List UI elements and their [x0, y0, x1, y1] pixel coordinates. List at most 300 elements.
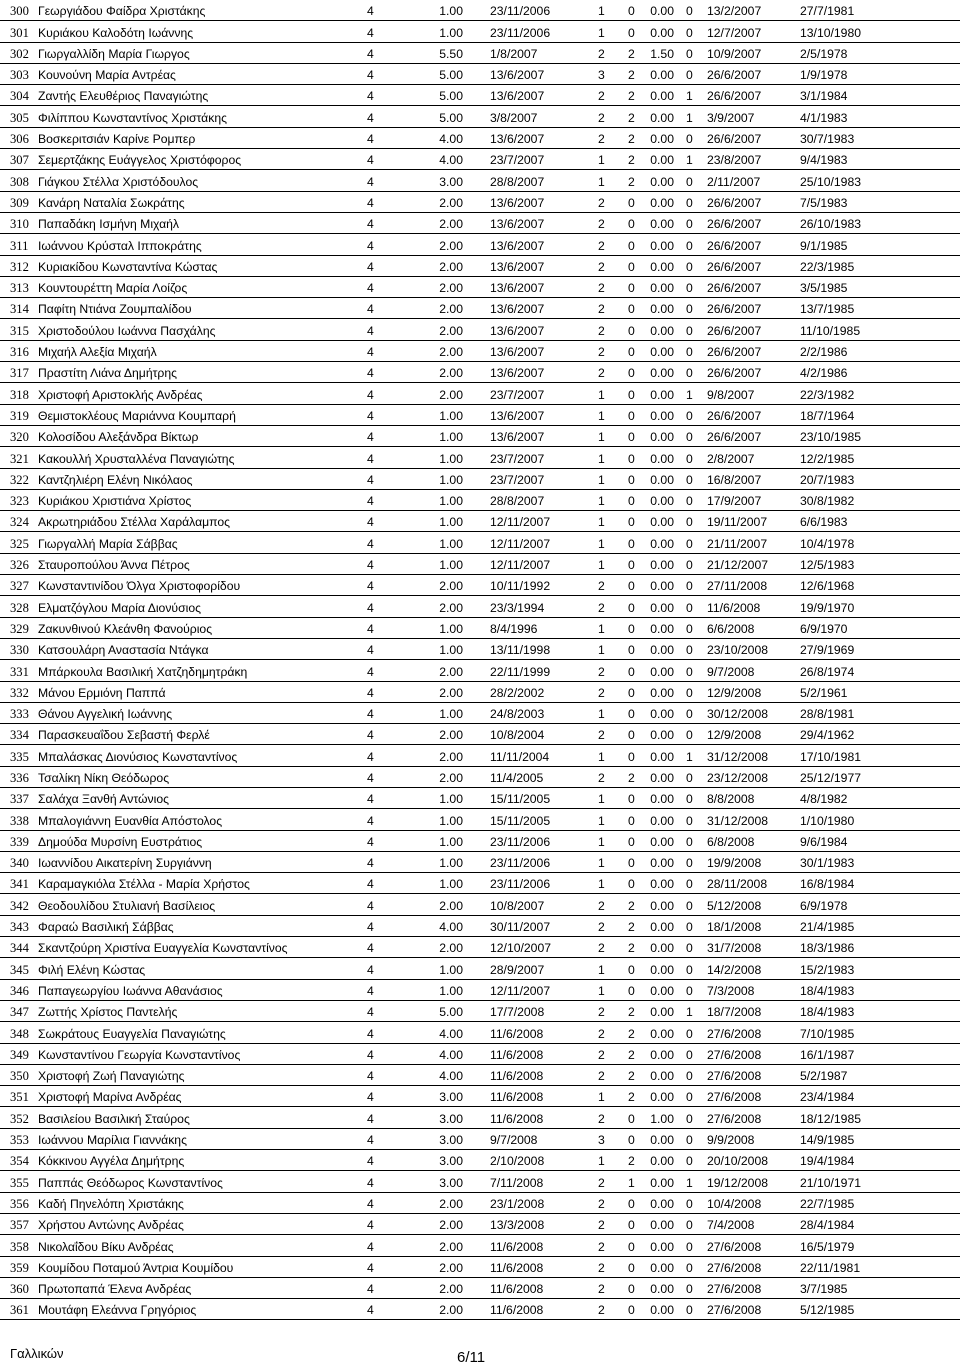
entry-number: 326 [10, 558, 29, 573]
registration-date-cell: 27/6/2008 [707, 1260, 762, 1275]
count-b-cell: 2 [628, 153, 635, 168]
extra-points-cell: 0.00 [650, 1154, 674, 1169]
application-date-cell: 3/8/2007 [490, 110, 538, 125]
category-cell: 4 [367, 1111, 374, 1126]
candidate-name: Θεοδουλίδου Στυλιανή Βασίλειος [38, 898, 216, 913]
flag-cell: 0 [686, 1196, 693, 1211]
count-b-cell: 0 [628, 323, 635, 338]
application-date-cell: 30/11/2007 [490, 920, 551, 935]
count-a-cell: 2 [598, 1026, 605, 1041]
entry-number: 332 [10, 685, 29, 700]
count-b-cell: 0 [628, 4, 635, 19]
table-row [0, 618, 960, 639]
extra-points-cell: 0.00 [650, 1218, 674, 1233]
candidate-name: Φιλίππου Κωνσταντίνος Χριστάκης [38, 110, 227, 125]
category-cell: 4 [367, 494, 374, 509]
registration-date-cell: 27/6/2008 [707, 1047, 762, 1062]
birth-date-cell: 16/5/1979 [800, 1239, 855, 1254]
registration-date-cell: 19/11/2007 [707, 515, 768, 530]
table-row [0, 383, 960, 404]
category-cell: 4 [367, 1005, 374, 1020]
entry-number: 340 [10, 856, 29, 871]
entry-number: 349 [10, 1047, 29, 1062]
extra-points-cell: 0.00 [650, 877, 674, 892]
points-cell: 1.00 [439, 983, 463, 998]
table-row [0, 682, 960, 703]
birth-date-cell: 22/7/1985 [800, 1196, 855, 1211]
birth-date-cell: 7/10/1985 [800, 1026, 855, 1041]
registration-date-cell: 9/7/2008 [707, 664, 755, 679]
count-b-cell: 0 [628, 451, 635, 466]
table-row [0, 703, 960, 724]
birth-date-cell: 28/4/1984 [800, 1218, 855, 1233]
candidate-name: Κολοσίδου Αλεξάνδρα Βίκτωρ [38, 430, 199, 445]
application-date-cell: 28/8/2007 [490, 174, 545, 189]
flag-cell: 1 [686, 110, 693, 125]
extra-points-cell: 0.00 [650, 472, 674, 487]
entry-number: 310 [10, 217, 29, 232]
registration-date-cell: 17/9/2007 [707, 494, 762, 509]
points-cell: 2.00 [439, 345, 463, 360]
category-cell: 4 [367, 46, 374, 61]
count-a-cell: 1 [598, 174, 605, 189]
extra-points-cell: 0.00 [650, 834, 674, 849]
candidate-name: Νικολαΐδου Βίκυ Ανδρέας [38, 1239, 174, 1254]
category-cell: 4 [367, 643, 374, 658]
entry-number: 345 [10, 962, 29, 977]
candidate-name: Κωνσταντινίδου Όλγα Χριστοφορίδου [38, 579, 241, 594]
points-cell: 1.00 [439, 621, 463, 636]
count-b-cell: 2 [628, 132, 635, 147]
points-cell: 1.00 [439, 643, 463, 658]
candidate-name: Παπαγεωργίου Ιωάννα Αθανάσιος [38, 983, 223, 998]
table-row [0, 0, 960, 21]
count-a-cell: 2 [598, 132, 605, 147]
count-b-cell: 0 [628, 238, 635, 253]
table-row [0, 511, 960, 532]
candidate-name: Χριστοφή Αριστοκλής Ανδρέας [38, 387, 203, 402]
flag-cell: 0 [686, 323, 693, 338]
category-cell: 4 [367, 813, 374, 828]
count-b-cell: 0 [628, 621, 635, 636]
count-a-cell: 2 [598, 259, 605, 274]
registration-date-cell: 26/6/2007 [707, 68, 762, 83]
points-cell: 1.00 [439, 962, 463, 977]
application-date-cell: 11/11/2004 [490, 749, 550, 764]
registration-date-cell: 23/8/2007 [707, 153, 762, 168]
application-date-cell: 12/11/2007 [490, 536, 551, 551]
birth-date-cell: 29/4/1962 [800, 728, 855, 743]
flag-cell: 0 [686, 366, 693, 381]
extra-points-cell: 0.00 [650, 408, 674, 423]
flag-cell: 0 [686, 558, 693, 573]
points-cell: 3.00 [439, 1175, 463, 1190]
registration-date-cell: 27/6/2008 [707, 1090, 762, 1105]
registration-date-cell: 27/6/2008 [707, 1111, 762, 1126]
candidate-name: Σωκράτους Ευαγγελία Παναγιώτης [38, 1026, 226, 1041]
count-a-cell: 2 [598, 1282, 605, 1297]
count-a-cell: 2 [598, 345, 605, 360]
extra-points-cell: 0.00 [650, 1047, 674, 1062]
entry-number: 314 [10, 302, 29, 317]
points-cell: 2.00 [439, 749, 463, 764]
count-a-cell: 1 [598, 430, 605, 445]
count-a-cell: 2 [598, 1005, 605, 1020]
registration-date-cell: 26/6/2007 [707, 281, 762, 296]
entry-number: 342 [10, 898, 29, 913]
candidate-name: Παππάς Θεόδωρος Κωνσταντίνος [38, 1175, 223, 1190]
count-b-cell: 0 [628, 536, 635, 551]
birth-date-cell: 26/10/1983 [800, 217, 861, 232]
birth-date-cell: 27/9/1969 [800, 643, 855, 658]
entry-number: 346 [10, 983, 29, 998]
flag-cell: 0 [686, 728, 693, 743]
count-a-cell: 1 [598, 643, 605, 658]
table-row [0, 192, 960, 213]
candidate-name: Κατσουλάρη Αναστασία Ντάγκα [38, 643, 209, 658]
table-row [0, 1107, 960, 1128]
candidate-name: Γιάγκου Στέλλα Χριστόδουλος [38, 174, 199, 189]
registration-date-cell: 3/9/2007 [707, 110, 755, 125]
extra-points-cell: 0.00 [650, 983, 674, 998]
points-cell: 5.00 [439, 68, 463, 83]
category-cell: 4 [367, 217, 374, 232]
points-cell: 2.00 [439, 259, 463, 274]
count-a-cell: 2 [598, 1260, 605, 1275]
candidate-name: Χρήστου Αντώνης Ανδρέας [38, 1218, 184, 1233]
registration-date-cell: 20/10/2008 [707, 1154, 768, 1169]
table-row [0, 1214, 960, 1235]
category-cell: 4 [367, 579, 374, 594]
count-b-cell: 0 [628, 259, 635, 274]
points-cell: 2.00 [439, 387, 463, 402]
count-b-cell: 2 [628, 941, 635, 956]
count-a-cell: 2 [598, 217, 605, 232]
registration-date-cell: 23/12/2008 [707, 770, 768, 785]
flag-cell: 0 [686, 1260, 693, 1275]
flag-cell: 0 [686, 579, 693, 594]
flag-cell: 0 [686, 1239, 693, 1254]
table-row [0, 469, 960, 490]
category-cell: 4 [367, 366, 374, 381]
points-cell: 2.00 [439, 366, 463, 381]
count-b-cell: 0 [628, 728, 635, 743]
registration-date-cell: 12/9/2008 [707, 685, 762, 700]
table-row [0, 1235, 960, 1256]
extra-points-cell: 0.00 [650, 1282, 674, 1297]
points-cell: 1.00 [439, 451, 463, 466]
application-date-cell: 28/9/2007 [490, 962, 545, 977]
points-cell: 1.00 [439, 536, 463, 551]
application-date-cell: 13/6/2007 [490, 89, 545, 104]
birth-date-cell: 9/4/1983 [800, 153, 848, 168]
count-b-cell: 0 [628, 494, 635, 509]
application-date-cell: 8/4/1996 [490, 621, 538, 636]
entry-number: 352 [10, 1111, 29, 1126]
table-row [0, 873, 960, 894]
birth-date-cell: 6/6/1983 [800, 515, 848, 530]
candidate-name: Κανάρη Ναταλία Σωκράτης [38, 195, 185, 210]
registration-date-cell: 13/2/2007 [707, 4, 762, 19]
category-cell: 4 [367, 430, 374, 445]
category-cell: 4 [367, 792, 374, 807]
points-cell: 4.00 [439, 132, 463, 147]
entry-number: 309 [10, 195, 29, 210]
count-a-cell: 2 [598, 110, 605, 125]
entry-number: 301 [10, 25, 29, 40]
count-b-cell: 0 [628, 856, 635, 871]
count-b-cell: 0 [628, 195, 635, 210]
extra-points-cell: 0.00 [650, 792, 674, 807]
points-cell: 2.00 [439, 685, 463, 700]
candidate-name: Ιωαννίδου Αικατερίνη Συργιάννη [38, 856, 212, 871]
extra-points-cell: 0.00 [650, 962, 674, 977]
count-a-cell: 1 [598, 4, 605, 19]
points-cell: 4.00 [439, 1047, 463, 1062]
birth-date-cell: 1/10/1980 [800, 813, 855, 828]
registration-date-cell: 26/6/2007 [707, 259, 762, 274]
table-row [0, 980, 960, 1001]
extra-points-cell: 0.00 [650, 898, 674, 913]
count-a-cell: 1 [598, 813, 605, 828]
points-cell: 2.00 [439, 1218, 463, 1233]
flag-cell: 0 [686, 1218, 693, 1233]
extra-points-cell: 0.00 [650, 1260, 674, 1275]
extra-points-cell: 0.00 [650, 664, 674, 679]
points-cell: 2.00 [439, 281, 463, 296]
application-date-cell: 11/6/2008 [490, 1047, 544, 1062]
points-cell: 4.00 [439, 153, 463, 168]
count-b-cell: 2 [628, 1047, 635, 1062]
extra-points-cell: 0.00 [650, 920, 674, 935]
count-b-cell: 0 [628, 472, 635, 487]
points-cell: 3.00 [439, 1154, 463, 1169]
application-date-cell: 11/6/2008 [490, 1260, 544, 1275]
entry-number: 321 [10, 451, 29, 466]
points-cell: 2.00 [439, 770, 463, 785]
entry-number: 308 [10, 174, 29, 189]
entry-number: 355 [10, 1175, 29, 1190]
table-row [0, 1065, 960, 1086]
count-a-cell: 2 [598, 1111, 605, 1126]
candidate-name: Κυριακίδου Κωνσταντίνα Κώστας [38, 259, 218, 274]
flag-cell: 0 [686, 174, 693, 189]
entry-number: 335 [10, 749, 29, 764]
category-cell: 4 [367, 1047, 374, 1062]
extra-points-cell: 0.00 [650, 323, 674, 338]
application-date-cell: 22/11/1999 [490, 664, 551, 679]
category-cell: 4 [367, 685, 374, 700]
flag-cell: 0 [686, 536, 693, 551]
table-row [0, 1299, 960, 1320]
points-cell: 2.00 [439, 217, 463, 232]
entry-number: 324 [10, 515, 29, 530]
registration-date-cell: 26/6/2007 [707, 132, 762, 147]
points-cell: 1.00 [439, 877, 463, 892]
flag-cell: 0 [686, 1047, 693, 1062]
table-row [0, 85, 960, 106]
count-a-cell: 2 [598, 664, 605, 679]
application-date-cell: 13/6/2007 [490, 430, 545, 445]
registration-date-cell: 7/4/2008 [707, 1218, 755, 1233]
birth-date-cell: 7/5/1983 [800, 195, 848, 210]
flag-cell: 0 [686, 643, 693, 658]
points-cell: 1.00 [439, 707, 463, 722]
registration-date-cell: 21/11/2007 [707, 536, 768, 551]
application-date-cell: 23/11/2006 [490, 877, 551, 892]
count-b-cell: 0 [628, 1239, 635, 1254]
count-b-cell: 2 [628, 770, 635, 785]
category-cell: 4 [367, 153, 374, 168]
table-row [0, 894, 960, 915]
candidate-name: Χριστοδούλου Ιωάννα Πασχάλης [38, 323, 216, 338]
table-row [0, 149, 960, 170]
points-cell: 5.00 [439, 1005, 463, 1020]
count-a-cell: 3 [598, 1133, 605, 1148]
table-row [0, 277, 960, 298]
extra-points-cell: 0.00 [650, 174, 674, 189]
candidate-name: Σταυροπούλου Άννα Πέτρος [38, 558, 190, 573]
flag-cell: 0 [686, 195, 693, 210]
table-row [0, 554, 960, 575]
registration-date-cell: 10/9/2007 [707, 46, 762, 61]
application-date-cell: 23/7/2007 [490, 451, 545, 466]
table-row [0, 1001, 960, 1022]
birth-date-cell: 2/5/1978 [800, 46, 848, 61]
registration-date-cell: 2/8/2007 [707, 451, 755, 466]
table-row [0, 43, 960, 64]
table-row [0, 831, 960, 852]
count-a-cell: 2 [598, 1218, 605, 1233]
extra-points-cell: 0.00 [650, 68, 674, 83]
count-a-cell: 1 [598, 1154, 605, 1169]
count-a-cell: 1 [598, 877, 605, 892]
candidate-name: Κωνσταντίνου Γεωργία Κωνσταντίνος [38, 1047, 241, 1062]
count-a-cell: 2 [598, 1239, 605, 1254]
candidate-name: Γιωργαλλίδη Μαρία Γιωργος [38, 46, 190, 61]
count-b-cell: 0 [628, 387, 635, 402]
count-a-cell: 2 [598, 46, 605, 61]
application-date-cell: 11/6/2008 [490, 1026, 544, 1041]
extra-points-cell: 0.00 [650, 941, 674, 956]
category-cell: 4 [367, 1239, 374, 1254]
entry-number: 360 [10, 1282, 29, 1297]
points-cell: 2.00 [439, 664, 463, 679]
candidate-name: Παφίτη Ντιάνα Ζουμπαλίδου [38, 302, 192, 317]
candidate-name: Παρασκευαΐδου Σεβαστή Φερλέ [38, 728, 210, 743]
table-row [0, 319, 960, 340]
entry-number: 350 [10, 1069, 29, 1084]
count-a-cell: 2 [598, 89, 605, 104]
registration-date-cell: 26/6/2007 [707, 430, 762, 445]
count-a-cell: 1 [598, 707, 605, 722]
extra-points-cell: 0.00 [650, 1303, 674, 1318]
count-b-cell: 0 [628, 558, 635, 573]
flag-cell: 0 [686, 941, 693, 956]
application-date-cell: 13/6/2007 [490, 366, 545, 381]
flag-cell: 0 [686, 515, 693, 530]
extra-points-cell: 0.00 [650, 387, 674, 402]
entry-number: 328 [10, 600, 29, 615]
flag-cell: 0 [686, 1154, 693, 1169]
points-cell: 1.00 [439, 856, 463, 871]
birth-date-cell: 28/8/1981 [800, 707, 855, 722]
table-row [0, 1193, 960, 1214]
application-date-cell: 11/6/2008 [490, 1239, 544, 1254]
count-a-cell: 2 [598, 728, 605, 743]
application-date-cell: 13/11/1998 [490, 643, 551, 658]
extra-points-cell: 0.00 [650, 536, 674, 551]
count-a-cell: 1 [598, 1090, 605, 1105]
points-cell: 2.00 [439, 728, 463, 743]
points-cell: 3.00 [439, 1133, 463, 1148]
birth-date-cell: 16/8/1984 [800, 877, 855, 892]
category-cell: 4 [367, 238, 374, 253]
birth-date-cell: 13/10/1980 [800, 25, 861, 40]
category-cell: 4 [367, 856, 374, 871]
candidate-name: Γεωργιάδου Φαίδρα Χριστάκης [38, 4, 206, 19]
entry-number: 333 [10, 707, 29, 722]
extra-points-cell: 0.00 [650, 451, 674, 466]
candidate-name: Θάνου Αγγελική Ιωάννης [38, 707, 173, 722]
category-cell: 4 [367, 536, 374, 551]
points-cell: 2.00 [439, 600, 463, 615]
category-cell: 4 [367, 1090, 374, 1105]
candidate-name: Ακρωτηριάδου Στέλλα Χαράλαμπος [38, 515, 231, 530]
table-row [0, 64, 960, 85]
count-a-cell: 1 [598, 621, 605, 636]
candidate-name: Κουμίδου Ποταμού Άντρια Κουμίδου [38, 1260, 234, 1275]
extra-points-cell: 0.00 [650, 430, 674, 445]
flag-cell: 1 [686, 1005, 693, 1020]
category-cell: 4 [367, 323, 374, 338]
category-cell: 4 [367, 68, 374, 83]
birth-date-cell: 30/7/1983 [800, 132, 855, 147]
count-b-cell: 0 [628, 685, 635, 700]
flag-cell: 0 [686, 792, 693, 807]
candidate-name: Χριστοφή Μαρίνα Ανδρέας [38, 1090, 182, 1105]
category-cell: 4 [367, 1154, 374, 1169]
category-cell: 4 [367, 259, 374, 274]
table-row [0, 128, 960, 149]
category-cell: 4 [367, 1218, 374, 1233]
extra-points-cell: 0.00 [650, 728, 674, 743]
registration-date-cell: 26/6/2007 [707, 238, 762, 253]
count-b-cell: 0 [628, 515, 635, 530]
count-b-cell: 2 [628, 46, 635, 61]
candidate-name: Κυριάκου Χριστιάνα Χρίστος [38, 494, 192, 509]
registration-date-cell: 11/6/2008 [707, 600, 761, 615]
candidate-name: Κόκκινου Αγγέλα Δημήτρης [38, 1154, 185, 1169]
flag-cell: 0 [686, 877, 693, 892]
candidate-name: Βοσκεριτσιάν Καρίνε Ρομπερ [38, 132, 196, 147]
registration-date-cell: 31/12/2008 [707, 813, 768, 828]
birth-date-cell: 9/1/1985 [800, 238, 848, 253]
candidate-name: Χριστοφή Ζωή Παναγιώτης [38, 1069, 185, 1084]
entry-number: 348 [10, 1026, 29, 1041]
birth-date-cell: 9/6/1984 [800, 834, 848, 849]
flag-cell: 0 [686, 259, 693, 274]
birth-date-cell: 21/10/1971 [800, 1175, 861, 1190]
registration-date-cell: 18/7/2008 [707, 1005, 762, 1020]
registration-date-cell: 7/3/2008 [707, 983, 755, 998]
count-a-cell: 1 [598, 856, 605, 871]
category-cell: 4 [367, 770, 374, 785]
points-cell: 2.00 [439, 238, 463, 253]
entry-number: 327 [10, 579, 29, 594]
application-date-cell: 23/11/2006 [490, 25, 551, 40]
entry-number: 312 [10, 259, 29, 274]
